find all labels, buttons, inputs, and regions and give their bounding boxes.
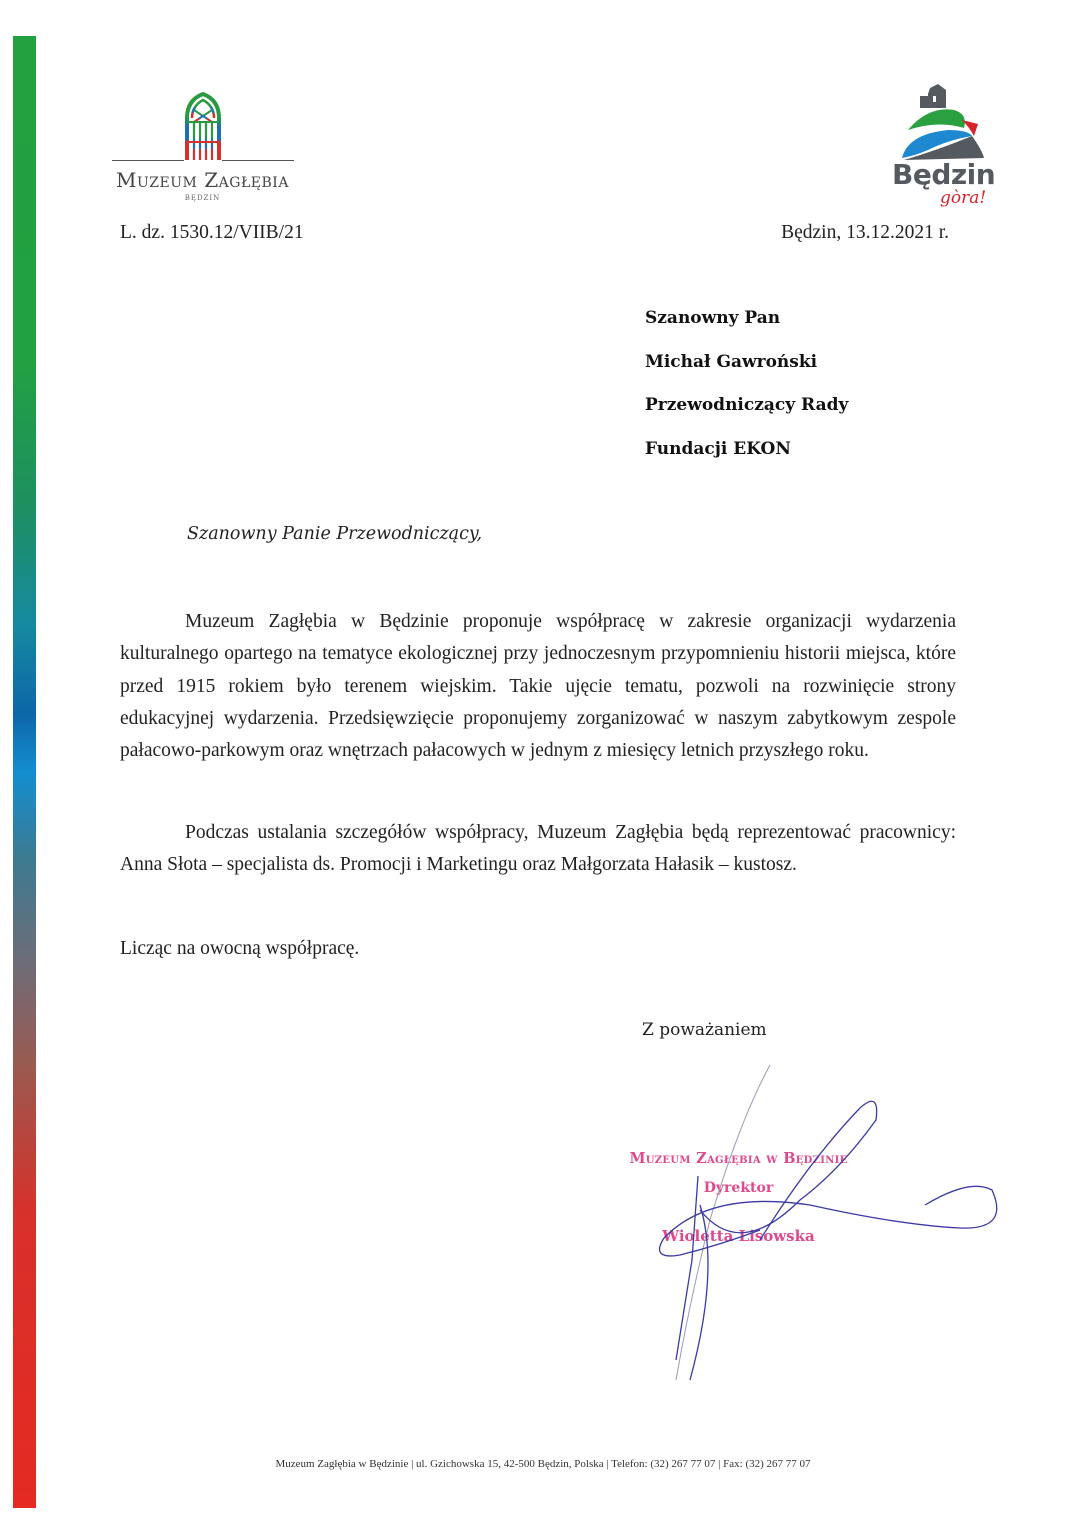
place-and-date: Będzin, 13.12.2021 r. (781, 222, 949, 243)
recipient-line: Michał Gawroński (645, 351, 818, 372)
salutation: Szanowny Panie Przewodniczący, (187, 524, 483, 544)
body-paragraph: Podczas ustalania szczegółów współpracy, Muzeum Zagłębia będą reprezentować pracownicy: Anna Słota – specjalista ds. Promocji i Marketingu oraz Małgorzata Hałasik – kustosz. (120, 822, 956, 876)
closing-phrase: Z poważaniem (642, 1020, 767, 1040)
stamp-role: Dyrektor (703, 1180, 774, 1196)
recipient-line: Fundacji EKON (645, 438, 791, 459)
museum-logo (100, 92, 305, 207)
city-logo-slogan: gòra! (940, 188, 987, 208)
handwritten-signature (640, 1060, 1020, 1390)
castle-hill-icon (888, 84, 1003, 164)
stamp-organization: Muzeum Zagłębia w Będzinie (629, 1150, 848, 1167)
body-paragraph: Licząc na owocną współpracę. (120, 938, 360, 959)
gothic-window-icon (184, 92, 222, 162)
logo-rule-left (112, 160, 184, 161)
stamp-person: Wioletta Lisowska (662, 1227, 815, 1245)
decorative-side-bar (13, 36, 36, 1508)
city-logo-name: Będzin (892, 158, 996, 191)
recipient-line: Szanowny Pan (645, 308, 781, 328)
footer-contact: Muzeum Zagłębia w Będzinie | ul. Gzichowska 15, 42-500 Będzin, Polska | Telefon: (32) 267 77 07 | Fax: (32) 267 77 07 (275, 1458, 811, 1470)
recipient-line: Przewodniczący Rady (645, 395, 849, 415)
logo-rule-right (222, 160, 294, 161)
museum-logo-name: Muzeum Zagłębia (116, 168, 289, 192)
reference-number: L. dz. 1530.12/VIIB/21 (120, 222, 304, 243)
recipient-block (645, 308, 848, 482)
body-paragraph: Muzeum Zagłębia w Będzinie proponuje współpracę w zakresie organizacji wydarzenia kulturalnego opartego na tematyce ekologicznej przy jednoczesnym przypomnieniu historii miejsca, które przed 1915 rokiem było terenem wiejskim. Takie ujęcie tematu, pozwoli na rozwinięcie strony edukacyjnej wydarzenia. Przedsięwzięcie proponujemy zorganizować w naszym zabytkowym zespole pałacowo-parkowym oraz wnętrzach pałacowych w jednym z miesięcy letnich przyszłego roku. (120, 611, 956, 762)
city-logo (888, 84, 1003, 214)
museum-logo-city: BĘDZIN (184, 194, 221, 202)
